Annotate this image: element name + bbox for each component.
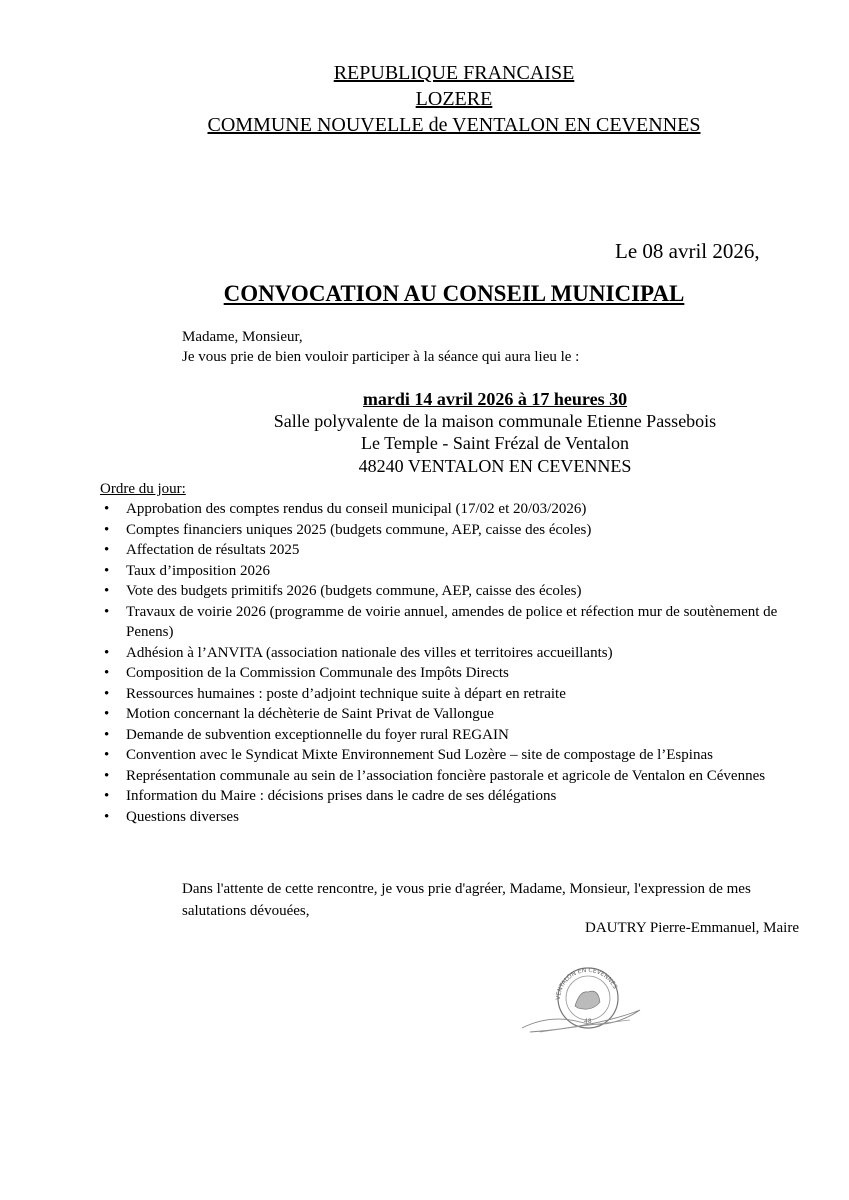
agenda-item: [104, 499, 814, 520]
bullet-icon: •: [104, 542, 110, 558]
agenda-item-text: Taux d’imposition 2026: [126, 562, 270, 579]
agenda-item: [104, 745, 814, 766]
signatory: DAUTRY Pierre-Emmanuel, Maire: [585, 920, 799, 936]
meeting-venue-postcode: 48240 VENTALON EN CEVENNES: [358, 456, 632, 476]
agenda-item: [104, 684, 814, 705]
meeting-datetime: mardi 14 avril 2026 à 17 heures 30: [362, 389, 628, 409]
agenda-item-text: Motion concernant la déchèterie de Saint Privat de Vallongue: [126, 706, 494, 722]
seal-number: 48: [584, 1018, 592, 1025]
seal-text: VENTALON EN CEVENNES: [554, 966, 619, 1001]
bullet-icon: •: [104, 767, 110, 784]
page-title: CONVOCATION AU CONSEIL MUNICIPAL: [223, 281, 685, 306]
agenda-item: [104, 561, 814, 582]
bullet-icon: •: [104, 747, 110, 763]
bullet-icon: •: [104, 644, 110, 661]
agenda-item-text: Comptes financiers uniques 2025 (budgets commune, AEP, caisse des écoles): [126, 521, 592, 538]
header-department: LOZERE: [415, 88, 493, 110]
agenda-item-text: Adhésion à l’ANVITA (association nationale des villes et territoires accueillants): [126, 644, 613, 661]
agenda-item-text: Représentation communale au sein de l’association foncière pastorale et agricole de Ventalon en Cévennes: [126, 767, 766, 784]
bullet-icon: •: [104, 583, 110, 599]
bullet-icon: •: [104, 501, 110, 517]
agenda-item-text: Convention avec le Syndicat Mixte Environnement Sud Lozère – site de compostage de l’Espinas: [126, 747, 713, 763]
agenda-item-text: Questions diverses: [126, 808, 239, 825]
agenda-item: [104, 581, 814, 602]
agenda-item-text: Ressources humaines : poste d’adjoint technique suite à départ en retraite: [126, 685, 566, 702]
intro-text: Je vous prie de bien vouloir participer à la séance qui aura lieu le :: [182, 349, 580, 365]
agenda-item-text: Information du Maire : décisions prises dans le cadre de ses délégations: [126, 788, 557, 804]
bullet-icon: •: [104, 706, 110, 722]
salutation: Madame, Monsieur,: [182, 329, 303, 345]
bullet-icon: •: [104, 685, 110, 702]
bullet-icon: •: [104, 603, 110, 620]
agenda-item-text: Approbation des comptes rendus du conseil municipal (17/02 et 20/03/2026): [126, 501, 587, 517]
agenda-list: [104, 499, 814, 827]
meeting-venue: Salle polyvalente de la maison communale Etienne Passebois: [273, 411, 717, 431]
agenda-item: [104, 766, 814, 787]
meeting-venue-locality: Le Temple - Saint Frézal de Ventalon: [361, 433, 629, 453]
agenda-item: [104, 704, 814, 725]
agenda-item-text: Affectation de résultats 2025: [126, 542, 300, 558]
agenda-heading: Ordre du jour:: [100, 481, 186, 497]
bullet-icon: •: [104, 788, 110, 804]
agenda-item: [104, 786, 814, 807]
agenda-item: [104, 725, 814, 746]
agenda-item: [104, 602, 814, 643]
letter-date: Le 08 avril 2026,: [615, 239, 760, 263]
agenda-item: [104, 540, 814, 561]
agenda-item: [104, 807, 814, 828]
agenda-item-text: Demande de subvention exceptionnelle du foyer rural REGAIN: [126, 726, 509, 743]
bullet-icon: •: [104, 521, 110, 538]
header-republic: REPUBLIQUE FRANCAISE: [333, 62, 575, 84]
agenda-item: [104, 663, 814, 684]
agenda-item-text: Composition de la Commission Communale des Impôts Directs: [126, 665, 509, 681]
agenda-item-text: Travaux de voirie 2026 (programme de voirie annuel, amendes de police et réfection mur de soutènement de Penens): [126, 603, 778, 640]
closing-text: Dans l'attente de cette rencontre, je vous prie d'agréer, Madame, Monsieur, l'expression de mes salutations dévouées,: [182, 881, 751, 919]
bullet-icon: •: [104, 726, 110, 743]
agenda-item: [104, 643, 814, 664]
agenda-item: [104, 520, 814, 541]
header-commune: COMMUNE NOUVELLE de VENTALON EN CEVENNES: [207, 114, 701, 136]
bullet-icon: •: [104, 808, 110, 825]
bullet-icon: •: [104, 562, 110, 579]
agenda-item-text: Vote des budgets primitifs 2026 (budgets commune, AEP, caisse des écoles): [126, 583, 582, 599]
bullet-icon: •: [104, 665, 110, 681]
mayor-seal-signature: [520, 962, 660, 1042]
